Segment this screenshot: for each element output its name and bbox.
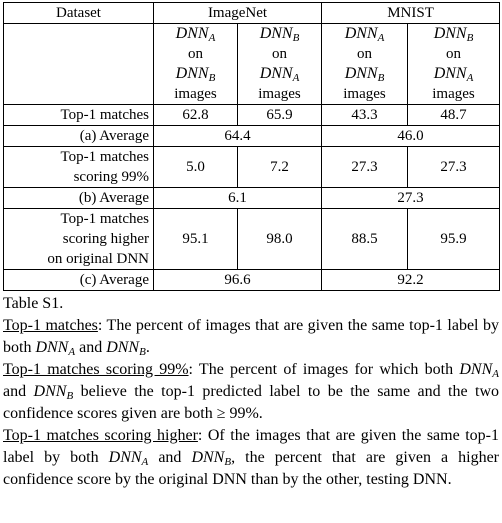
table-cell: 5.0: [154, 147, 238, 188]
subheader-imagenet-a-on-b: $DNN_A$ on $DNN_B$ images: [154, 24, 238, 105]
table-cell: 48.7: [408, 105, 500, 126]
row-label-avg-c: (c) Average: [4, 270, 154, 291]
table-cell: 95.9: [408, 209, 500, 270]
table-subheader-row: [4, 24, 500, 105]
definition-scoring99: Top-1 matches scoring 99%: The percent of images for which both $DNN_A$ and $DNN_B$ believe the top-1 predicted label to be the same and the two confidence scores given are both ≥ 99%.: [3, 361, 499, 422]
results-table: [3, 2, 500, 291]
table-cell: 98.0: [238, 209, 322, 270]
table-cell: 27.3: [322, 188, 500, 209]
term-top1: Top-1 matches: [3, 317, 98, 334]
subheader-imagenet-b-on-a: $DNN_B$ on $DNN_A$ images: [238, 24, 322, 105]
table-cell: 96.6: [154, 270, 322, 291]
table-cell: 43.3: [322, 105, 408, 126]
table-header-row: [4, 3, 500, 24]
table-cell: 6.1: [154, 188, 322, 209]
row-label-top1: Top-1 matches: [4, 105, 154, 126]
table-cell: 62.8: [154, 105, 238, 126]
term-scoring99: Top-1 matches scoring 99%: [3, 361, 189, 378]
subheader-mnist-a-on-b: $DNN_A$ on $DNN_B$ images: [322, 24, 408, 105]
row-label-higher: Top-1 matches scoring higher on original DNN: [4, 209, 154, 270]
row-label-avg-b: (b) Average: [4, 188, 154, 209]
table-cell: 95.1: [154, 209, 238, 270]
table-row: [4, 209, 500, 270]
definition-higher: Top-1 matches scoring higher: Of the images that are given the same top-1 label by both $DNN_A$ and $DNN_B$, the percent that are given a higher confidence score by the original DNN than by the other, testing DNN.: [3, 427, 499, 488]
imagenet-header: ImageNet: [154, 3, 322, 24]
subheader-mnist-b-on-a: $DNN_B$ on $DNN_A$ images: [408, 24, 500, 105]
table-cell: 7.2: [238, 147, 322, 188]
table-cell: 65.9: [238, 105, 322, 126]
table-row: [4, 126, 500, 147]
table-row: [4, 270, 500, 291]
table-row: [4, 188, 500, 209]
table-row: [4, 105, 500, 126]
row-label-avg-a: (a) Average: [4, 126, 154, 147]
dataset-header: Dataset: [4, 3, 154, 24]
table-cell: 46.0: [322, 126, 500, 147]
mnist-header: MNIST: [322, 3, 500, 24]
empty-subheader-cell: [4, 24, 154, 105]
table-row: [4, 147, 500, 188]
term-higher: Top-1 matches scoring higher: [3, 427, 198, 444]
row-label-scoring99: Top-1 matches scoring 99%: [4, 147, 154, 188]
table-caption: Table S1.: [3, 295, 64, 312]
table-cell: 27.3: [322, 147, 408, 188]
table-cell: 27.3: [408, 147, 500, 188]
table-cell: 64.4: [154, 126, 322, 147]
table-cell: 88.5: [322, 209, 408, 270]
definition-top1: Top-1 matches: The percent of images that are given the same top-1 label by both $DNN_A$ and $DNN_B$.: [3, 317, 499, 358]
table-cell: 92.2: [322, 270, 500, 291]
